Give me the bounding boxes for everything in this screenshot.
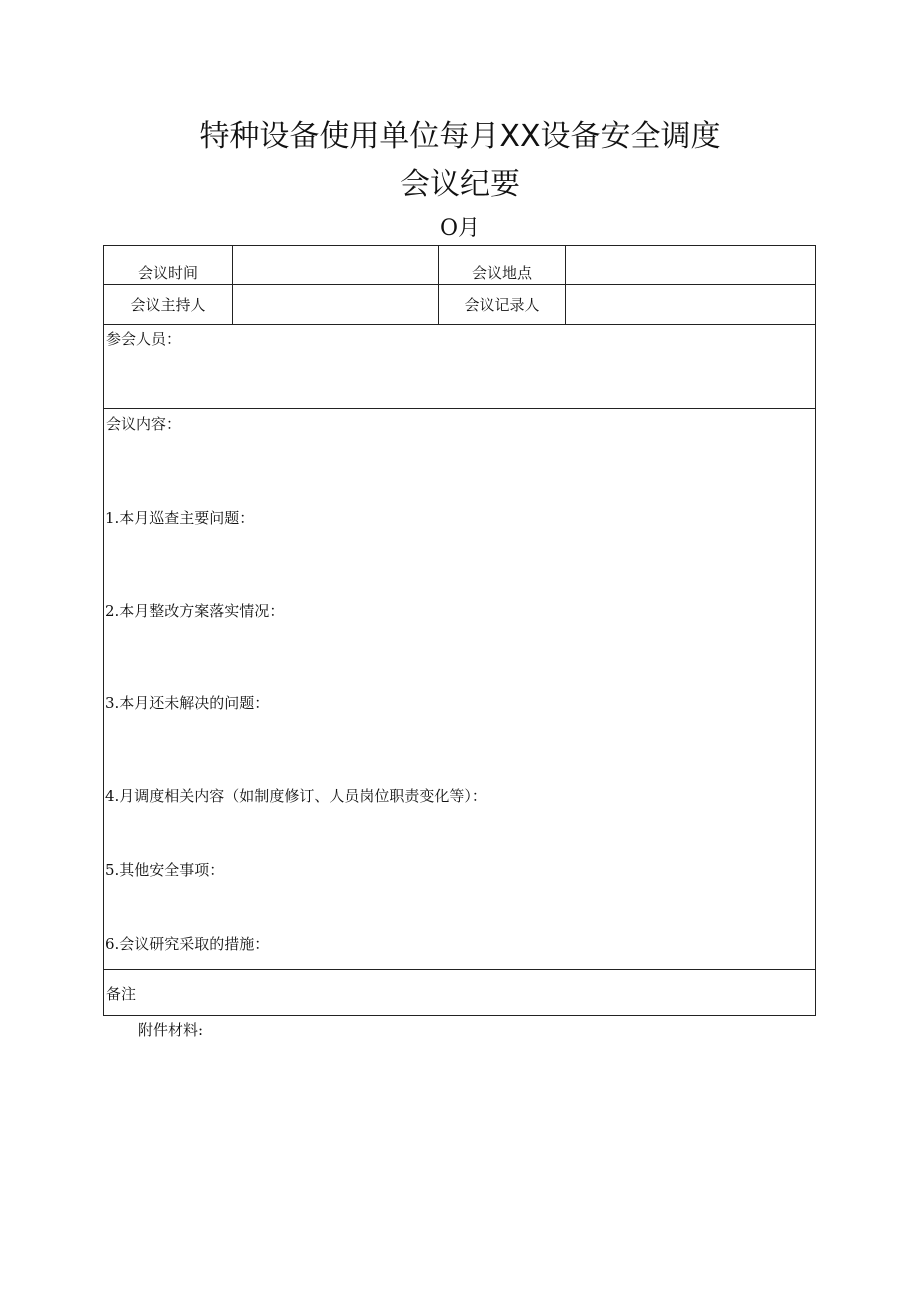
item-other-safety: 5.其他安全事项： (105, 861, 225, 879)
item-measures: 6.会议研究采取的措施： (105, 935, 270, 953)
remarks-section[interactable] (104, 970, 815, 1015)
meeting-time-field[interactable] (232, 246, 438, 284)
content-label: 会议内容： (106, 415, 182, 433)
item-dispatch-content: 4.月调度相关内容（如制度修订、人员岗位职责变化等）： (105, 787, 487, 805)
row-time-place (104, 246, 815, 285)
attendees-section[interactable] (104, 325, 815, 409)
content-section[interactable] (104, 409, 815, 970)
item-unresolved-issues: 3.本月还未解决的问题： (105, 694, 270, 712)
attachment-label: 附件材料: (138, 1021, 204, 1039)
meeting-place-label: 会议地点 (438, 246, 565, 284)
item-inspection-issues: 1.本月巡查主要问题： (105, 509, 255, 527)
remarks-label: 备注 (106, 985, 137, 1003)
host-label: 会议主持人 (130, 296, 206, 314)
attendees-label: 参会人员： (106, 330, 182, 348)
document-title: 特种设备使用单位每月XX设备安全调度 (199, 119, 721, 154)
row-host-recorder (104, 285, 815, 325)
item-rectification-status: 2.本月整改方案落实情况： (105, 602, 285, 620)
meeting-place-field[interactable] (565, 246, 815, 284)
host-field[interactable] (232, 285, 438, 324)
document-subtitle: 会议纪要 (400, 167, 520, 202)
month-label: O月 (439, 216, 481, 241)
meeting-time-label: 会议时间 (137, 263, 198, 282)
recorder-label: 会议记录人 (438, 285, 565, 324)
recorder-field[interactable] (565, 285, 815, 324)
meeting-minutes-form (103, 245, 816, 1016)
